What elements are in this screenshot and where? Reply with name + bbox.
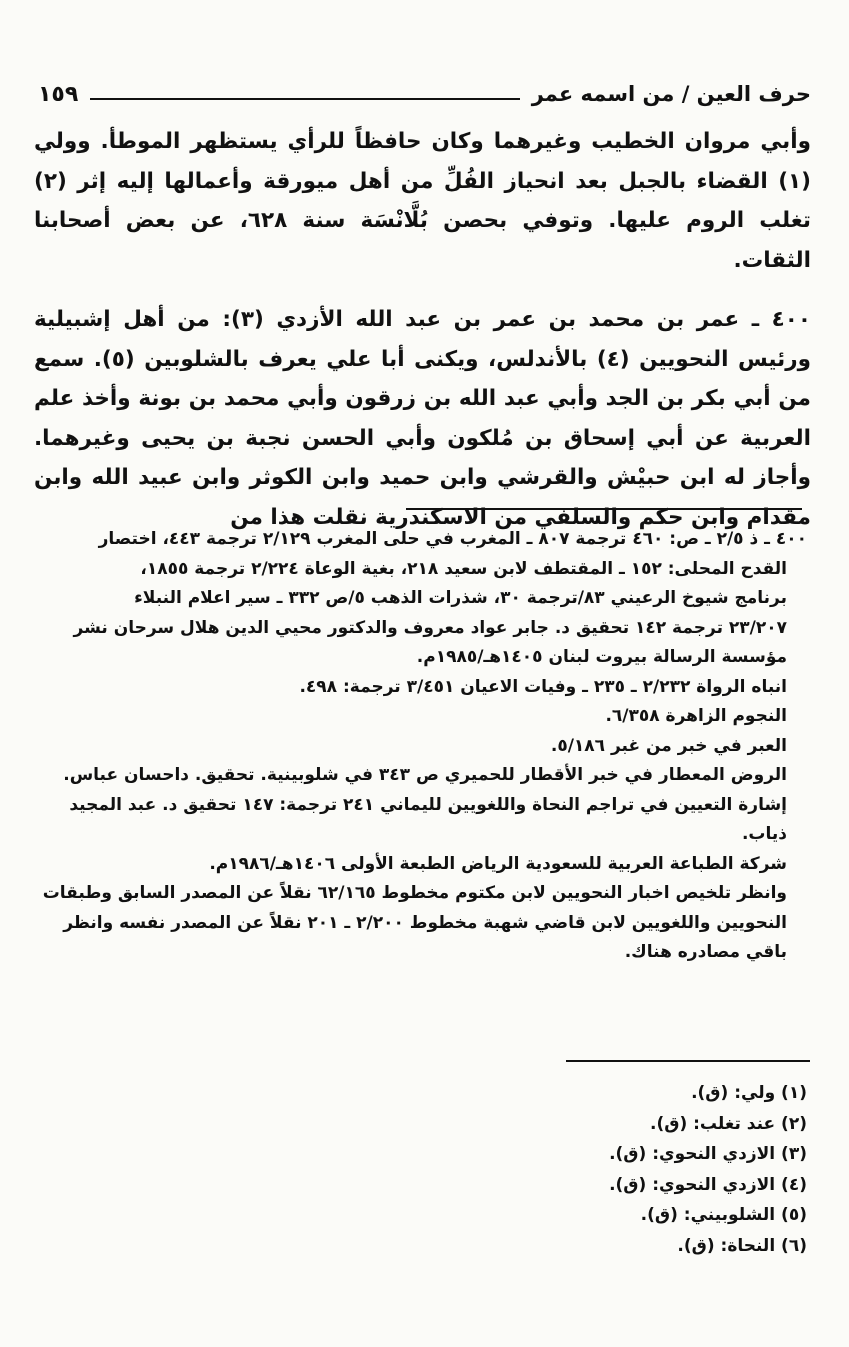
note-line: الروض المعطار في خبر الأقطار للحميري ص ٣٤٣ في شلوبينية. تحقيق. داحسان عباس. — [63, 765, 787, 785]
footnote-2: (٢) عند تغلب: (ق). — [650, 1113, 807, 1134]
note-line: مؤسسة الرسالة بيروت لبنان ١٤٠٥هـ/١٩٨٥م. — [416, 647, 787, 667]
note-line: العبر في خبر من غبر ٥/١٨٦. — [550, 735, 787, 756]
note-line: ٤٠٠ ـ ذ ٢/٥ ـ ص: ٤٦٠ ترجمة ٨٠٧ ـ المغرب في حلى المغرب ٢/١٢٩ ترجمة ٤٤٣، اختصار — [98, 529, 807, 549]
note-line: النحويين واللغويين لابن قاضي شهبة مخطوط ٢/٢٠٠ ـ ٢٠١ نقلاً عن المصدر نفسه وانظر — [63, 912, 787, 933]
note-line: القدح المحلى: ١٥٢ ـ المقتطف لابن سعيد ٢١٨، بغية الوعاة ٢/٢٢٤ ترجمة ١٨٥٥، — [140, 558, 787, 579]
footnote-5: (٥) الشلوبيني: (ق). — [640, 1205, 807, 1225]
note-line: باقي مصادره هناك. — [624, 942, 787, 962]
running-title: حرف العين / من اسمه عمر — [531, 82, 811, 106]
header-rule — [90, 98, 519, 100]
page-number: ١٥٩ — [38, 81, 79, 107]
footnote-3: (٣) الازدي النحوي: (ق). — [609, 1144, 807, 1164]
note-line: وانظر تلخيص اخبار النحويين لابن مكتوم مخطوط ٦٢/١٦٥ نقلاً عن المصدر السابق وطبقات — [42, 883, 787, 903]
paragraph-continuation: وأبي مروان الخطيب وغيرهما وكان حافظاً للرأي يستظهر الموطأ. وولي (١) القضاء بالجبل بعد انحياز الفُلِّ من أهل ميورقة وأعمالها إليه إثر (٢) تغلب الروم عليها. وتوفي بحصن بُلَّانْسَة سنة ٦٢٨، عن بعض أصحابنا الثقات. — [34, 129, 811, 273]
main-text — [34, 122, 811, 537]
note-line: ذياب. — [741, 824, 787, 844]
footnotes-separator — [566, 1060, 810, 1062]
footnotes — [400, 1078, 807, 1261]
note-line: برنامج شيوخ الرعيني ٨٣/ترجمة ٣٠، شذرات الذهب ٥/ص ٣٣٢ ـ سير اعلام النبلاء — [134, 588, 787, 608]
note-line: إشارة التعيين في تراجم النحاة واللغويين لليماني ٢٤١ ترجمة: ١٤٧ تحقيق د. عبد المجيد — [69, 794, 787, 815]
note-line: ٢٣/٢٠٧ ترجمة ١٤٢ تحقيق د. جابر عواد معروف والدكتور محيي الدين هلال سرحان نشر — [73, 617, 787, 638]
footnote-6: (٦) النحاة: (ق). — [677, 1235, 807, 1256]
note-line: شركة الطباعة العربية للسعودية الرياض الطبعة الأولى ١٤٠٦هـ/١٩٨٦م. — [209, 853, 787, 874]
paragraph-entry-400: ٤٠٠ ـ عمر بن محمد بن عمر بن عبد الله الأزدي (٣): من أهل إشبيلية ورئيس النحويين (٤) بالأندلس، ويكنى أبا علي يعرف بالشلوبين (٥). سمع من أبي بكر بن الجد وأبي عبد الله بن زرقون وأبي محمد بن بونة وأخذ علم العربية عن أبي إسحاق بن مُلكون وأبي الحسن نجبة بن يحيى وغيرهما. وأجاز له ابن حبيْش والقرشي وابن حميد وابن الكوثر وابن عبيد الله وابن مقدام وابن حكم والسلفي من الاسكندرية نقلت هذا من — [34, 307, 811, 530]
notes-separator — [406, 508, 802, 510]
running-header — [38, 76, 811, 112]
bibliographic-notes — [34, 525, 807, 968]
footnote-1: (١) ولي: (ق). — [691, 1083, 807, 1103]
note-line: النجوم الزاهرة ٦/٣٥٨. — [605, 706, 787, 726]
footnote-4: (٤) الازدي النحوي: (ق). — [609, 1174, 807, 1195]
note-line: انباه الرواة ٢/٢٣٢ ـ ٢٣٥ ـ وفيات الاعيان ٣/٤٥١ ترجمة: ٤٩٨. — [299, 676, 787, 697]
